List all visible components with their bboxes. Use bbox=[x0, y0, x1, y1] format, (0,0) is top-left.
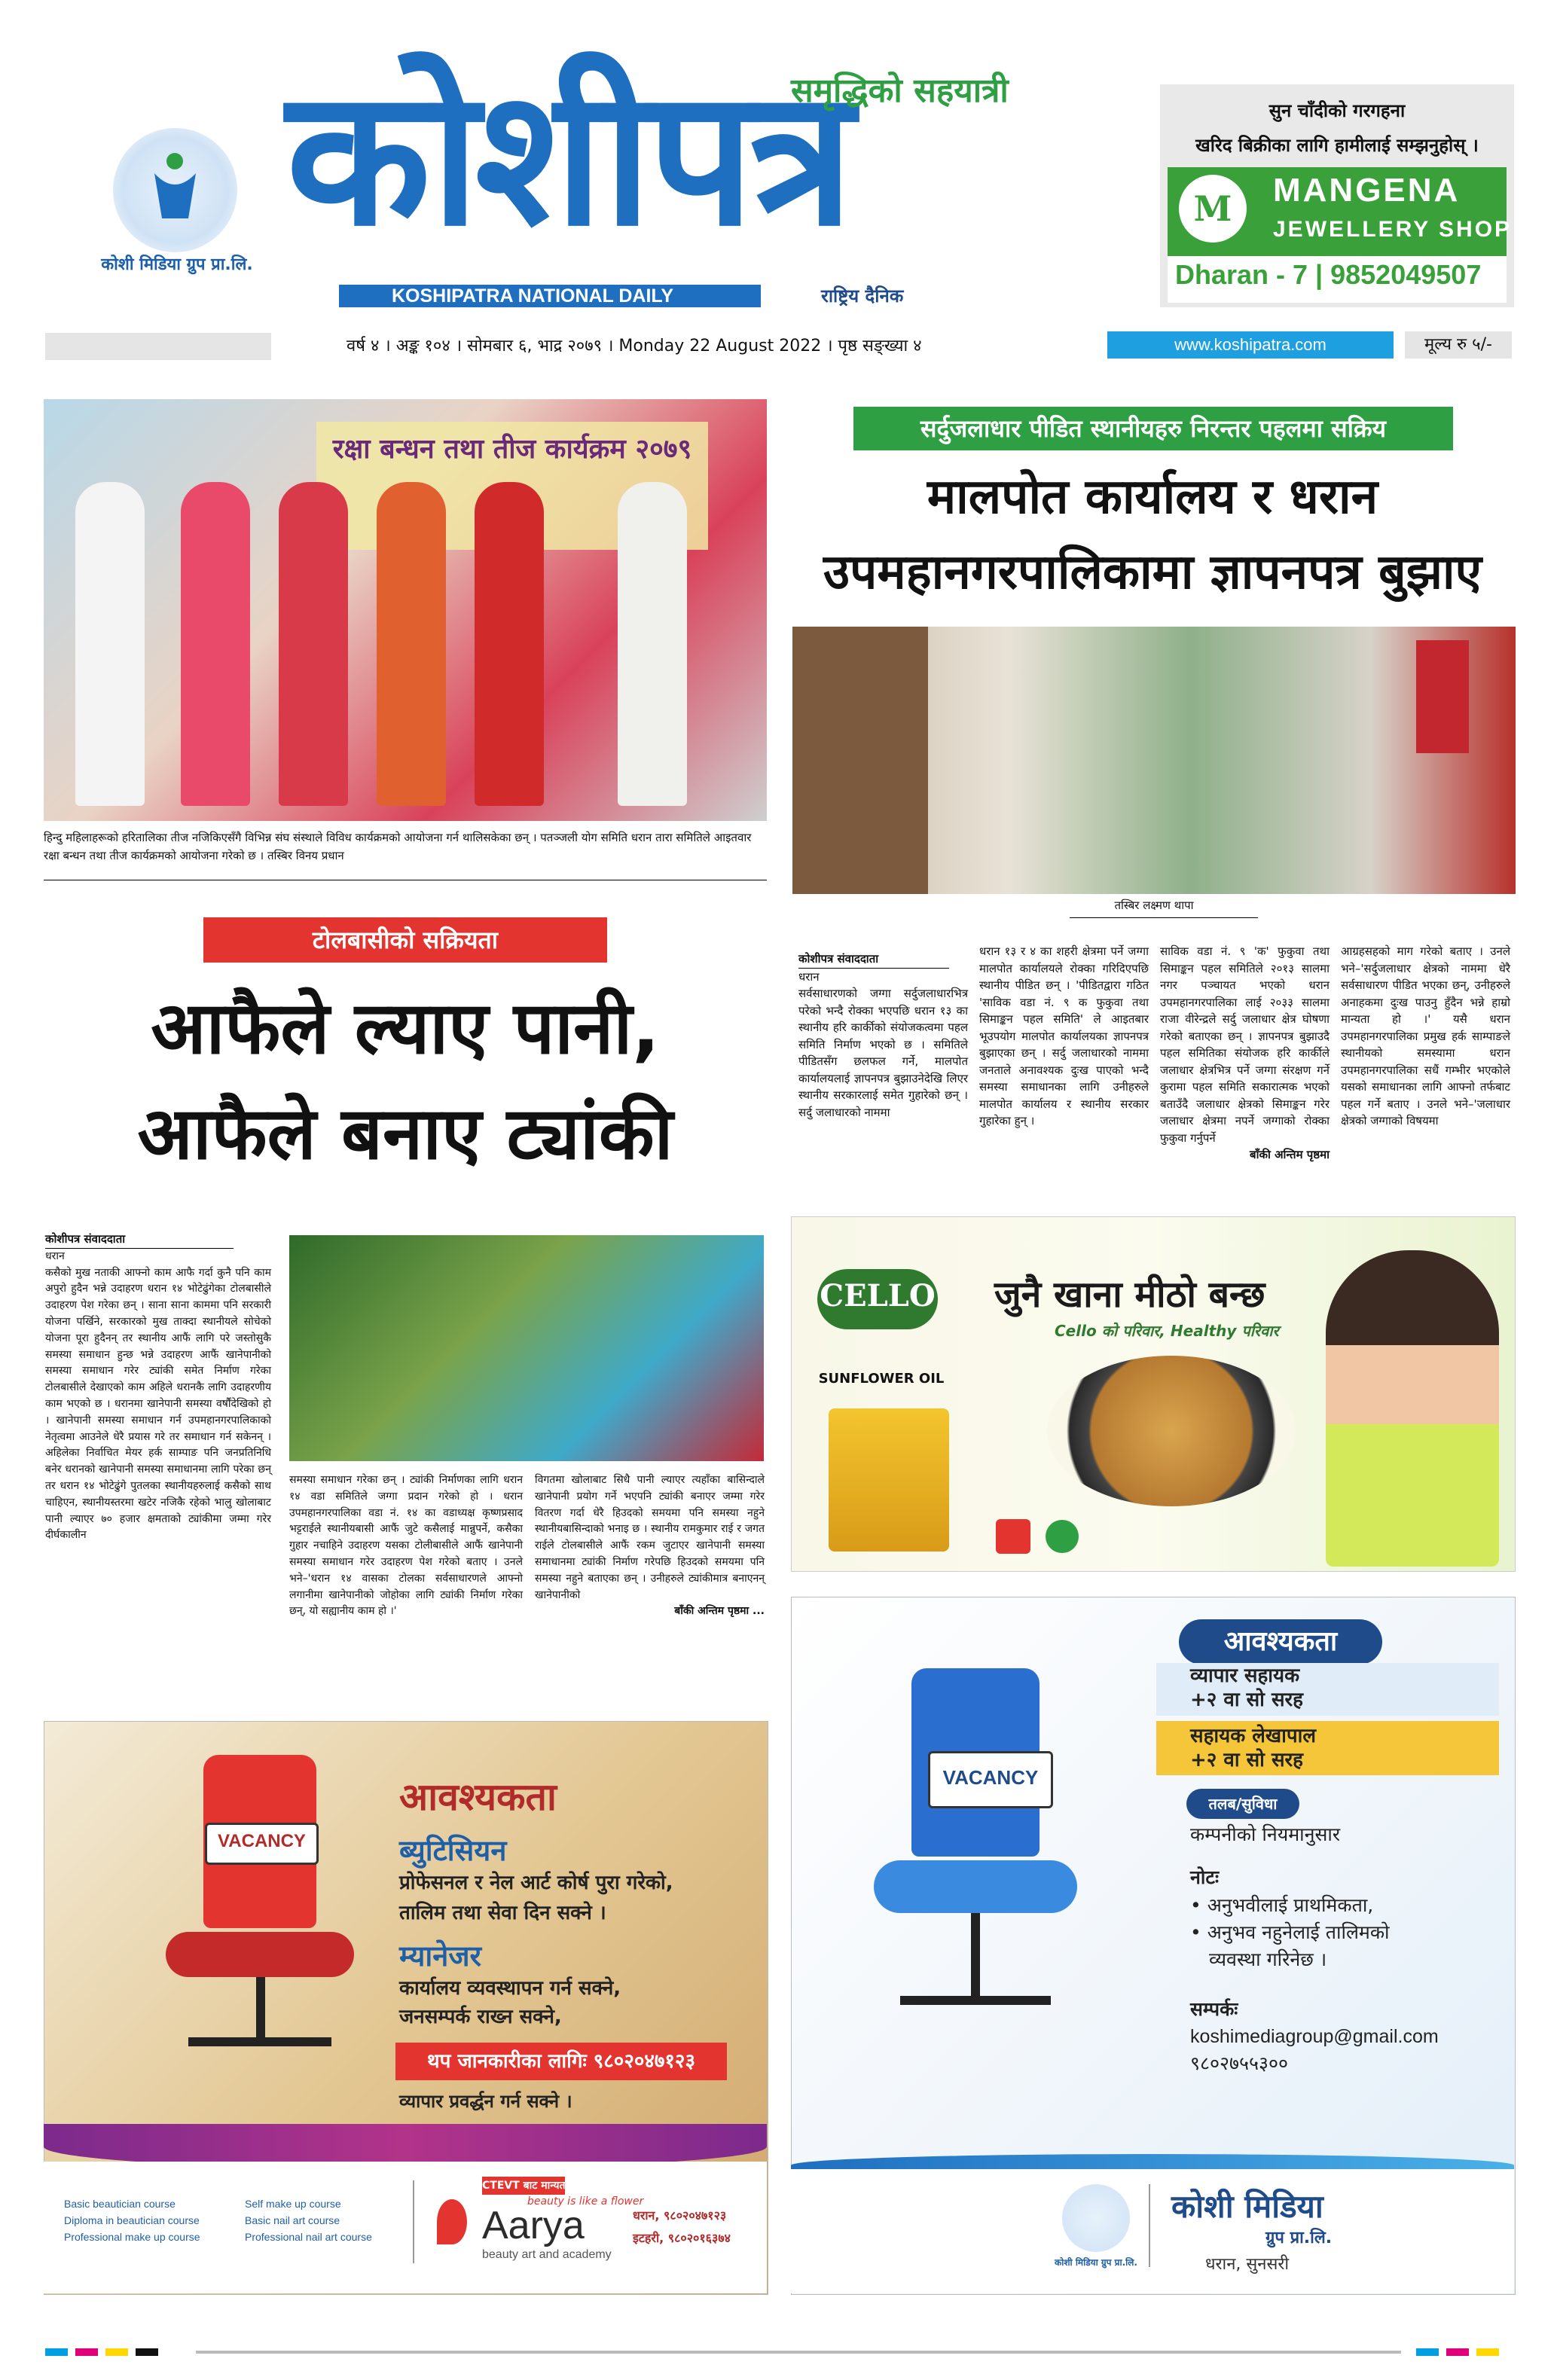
contact-phone: ९८०२७५५३०० bbox=[1190, 2052, 1289, 2074]
story1-col1-text: सर्वसाधारणको जग्गा सर्दुजलाधारभित्र परेको भन्दै रोक्का भएपछि धरान १३ का स्थानीय हरि कार्कीको संयोजकत्वमा पहल समिति निर्माण भएको छ । समितिले पीडितसँग छलफल गर्ने, मालपोत कार्यालयलाई ज्ञापनपत्र बुझाउनेदेखि लिएर स्थानीय सरकारलाई समेत गुहारेको छन् । सर्दु जलाधारको नाममा bbox=[798, 987, 968, 1119]
role-manager: म्यानेजर bbox=[399, 1939, 482, 1973]
company-name: कोशी मिडिया bbox=[1171, 2188, 1323, 2225]
jewellery-ad-line2: खरिद बिक्रीका लागि हामीलाई सम्झनुहोस् । bbox=[1195, 135, 1479, 156]
aarya-subtitle: beauty art and academy bbox=[482, 2248, 612, 2261]
role-beautician-desc-2: तालिम तथा सेवा दिन सक्ने । bbox=[399, 1902, 606, 1924]
mangena-shop: JEWELLERY SHOP bbox=[1273, 217, 1513, 242]
chair-base bbox=[188, 2037, 331, 2046]
vacancy-contact: थप जानकारीका लागिः ९८०२०४७१२३ bbox=[427, 2050, 695, 2073]
note-2: • अनुभव नहुनेलाई तालिमको bbox=[1190, 1921, 1390, 1943]
photo-person bbox=[279, 482, 348, 806]
ctevt-label: CTEVT बाट मान्यता प्राप्त bbox=[482, 2180, 590, 2192]
note-3: व्यवस्था गरिनेछ । bbox=[1209, 1948, 1327, 1970]
story1-column-4: आग्रहसहको माग गरेको बताए । उनले भने–'सर्दुजलाधार क्षेत्रको नाममा धेरै सर्वसाधारण पीडित भएका छन्, उनीहरुले अनाहकमा दुःख पाउनु हुँदैन भन्ने हाम्रो मान्यता हो ।' यसै धरान उपमहानगरपालिका प्रमुख हर्क साम्पाङले स्थानीयको समस्यामा धरान उपमहानगरपालिका सधैं गम्भीर भएकोले यसको समाधानका लागि आफ्नो तर्फबाट पहल गर्ने बताए । उनले भने–'जलाधार क्षेत्रको जग्गाको विषयमा bbox=[1341, 944, 1510, 1127]
story1-continued: बाँकी अन्तिम पृष्ठमा bbox=[1250, 1148, 1330, 1161]
photo2-caption: तस्बिर लक्ष्मण थापा bbox=[1114, 899, 1194, 912]
story1-column-3 bbox=[1160, 943, 1330, 1164]
story2-byline: कोशीपत्र संवाददाता bbox=[45, 1232, 126, 1246]
photo-person bbox=[377, 482, 446, 806]
dateline: वर्ष ४ । अङ्क १०४ । सोमबार ६, भाद्र २०७९ । Monday 22 August 2022 । पृष्ठ सङ्ख्या ४ bbox=[347, 337, 922, 355]
model-image bbox=[1326, 1250, 1499, 1567]
logo-caption: कोशी मिडिया ग्रुप प्रा.लि. bbox=[101, 255, 253, 274]
story2-headline-line2: आफैले बनाए ट्यांकी bbox=[137, 1091, 673, 1176]
tank-photo bbox=[289, 1235, 764, 1461]
chair-stem bbox=[971, 1913, 980, 1996]
vacancy2-title: आवश्यकता bbox=[1223, 1626, 1338, 1657]
story2-continued: बाँकी अन्तिम पृष्ठमा ... bbox=[674, 1605, 765, 1618]
story1-col3-text: साविक वडा नं. ९ 'क' फुकुवा तथा सिमाङ्कन पहल समितिले २०१३ सालमा नगर पञ्चायत भएको धरान उपमहानगरपालिका लाई २०३३ सालमा राजा वीरेन्द्रले सर्दु जलाधार क्षेत्र घोषणा गरेको बताएका छन् । ज्ञापनपत्र बुझाउदै पहल समितिका संयोजक हरि कार्कीले जलाधार क्षेत्रभित्र पर्ने जग्गा संरक्षण गर्ने कुरामा पहल समिति सकारात्मक भएको बताउँदै जलाधार क्षेत्रको सिमाङ्कन गरेर जलाधार क्षेत्रमा नपर्ने जग्गाको रोक्का फुकुवा गर्नुपर्ने bbox=[1160, 944, 1330, 1145]
story2-column-1 bbox=[45, 1231, 271, 1544]
role-beautician-desc-1: प्रोफेसनल र नेल आर्ट कोर्ष पुरा गरेको, bbox=[399, 1872, 673, 1894]
aarya-branch-1: धरान, ९८०२०४७१२३ bbox=[633, 2208, 727, 2223]
mangena-name: MANGENA bbox=[1273, 172, 1461, 209]
cello-headline: जुनै खाना मीठो बन्छ bbox=[994, 1274, 1265, 1316]
story1-column-2: धरान १३ र ४ का शहरी क्षेत्रमा पर्ने जग्गा मालपोत कार्यालयले रोक्का गरिदिएपछि स्थानीय पीडित छन् । 'पीडितद्वारा गठित 'साविक वडा नं. ९ क फुकुवा तथा सिमाङ्कन पहल समिति' ले आइतबार भूउपयोग मालपोत कार्यालयका ज्ञापनपत्र बुझाएका छन् । सर्दु जलाधारको नाममा जनताले अनावश्यक दुःख पाएको भन्दै समस्या समाधानका लागि उनीहरुले मालपोत कार्यालय र स्थानीय सरकार गुहारेका हुन् । bbox=[979, 944, 1149, 1127]
story2-place: धरान bbox=[45, 1250, 65, 1262]
course-item: Self make up course bbox=[245, 2198, 341, 2210]
koshi-media-logo bbox=[1062, 2184, 1130, 2252]
vacancy-tag: VACANCY bbox=[928, 1751, 1053, 1808]
photo1-caption: हिन्दु महिलाहरूको हरितालिका तीज नजिकिएसँगै विभिन्न संघ संस्थाले विविध कार्यक्रमको आयोजना गर्न थालिसकेका छन् । पतञ्जली योग समिति धरान तारा समितिले आइतवार रक्षा बन्धन तथा तीज कार्यक्रमको आयोजना गरेको छ । तस्बिर विनय प्रधान bbox=[44, 831, 752, 862]
masthead-daily-label: राष्ट्रिय दैनिक bbox=[821, 285, 904, 307]
koshi-media-logo-caption: कोशी मिडिया ग्रुप प्रा.लि. bbox=[1055, 2257, 1137, 2268]
chair-seat bbox=[874, 1860, 1077, 1913]
role-business-assistant-req: +२ वा सो सरह bbox=[1190, 1689, 1303, 1711]
story2-column-3 bbox=[535, 1472, 765, 1620]
role-manager-desc-3: व्यापार प्रवर्द्धन गर्न सक्ने । bbox=[399, 2091, 572, 2112]
story1-place: धरान bbox=[798, 969, 820, 984]
role-manager-desc-1: कार्यालय व्यवस्थापन गर्न सक्ने, bbox=[399, 1977, 621, 2000]
salary-value: कम्पनीको नियमानुसार bbox=[1190, 1823, 1341, 1845]
story1-headline-line2: उपमहानगरपालिकामा ज्ञापनपत्र बुझाए bbox=[823, 545, 1482, 600]
story2-col3-text: विगतमा खोलाबाट सिधै पानी ल्याएर त्यहाँका बासिन्दाले खानेपानी प्रयोग गर्ने भएपनि ट्यांकी बनाएर जम्मा गरेर वितरण गर्दा धेरै हिउदको समयमा पनि समस्या नहुने स्थानीयबासिन्दाको भनाइ छ । स्थानीय रामकुमार राई र जगत राईले टोलबासीले आफैं रकम जुटाएर खानेपानी समस्या समाधानमा ट्यांकी निर्माण गरेपछि हिउदको समयमा पनि समस्या नहुने बताएका छन् । उनीहरुले ट्यांकीमात्र बनाएनन् खानेपानीको bbox=[535, 1474, 765, 1601]
course-item: Professional nail art course bbox=[245, 2231, 372, 2243]
cello-brand: CELLO bbox=[820, 1278, 936, 1314]
oil-bottle bbox=[829, 1408, 949, 1552]
dateline-left-bar bbox=[45, 333, 271, 360]
story2-headline-line1: आफैले ल्याए पानी, bbox=[151, 986, 660, 1070]
photo-person bbox=[181, 482, 250, 806]
aarya-tagline: beauty is like a flower bbox=[527, 2195, 644, 2208]
cello-product: SUNFLOWER OIL bbox=[818, 1371, 945, 1387]
story1-kicker: सर्दुजलाधार पीडित स्थानीयहरु निरन्तर पहलमा सक्रिय bbox=[920, 414, 1387, 443]
note-label: नोटः bbox=[1190, 1866, 1220, 1888]
contact-label: सम्पर्कः bbox=[1190, 1998, 1238, 2020]
jewellery-ad-line1: सुन चाँदीको गरगहना bbox=[1268, 100, 1406, 121]
role-beautician: ब्युटिसियन bbox=[399, 1834, 507, 1867]
story2-column-2: समस्या समाधान गरेका छन् । ट्यांकी निर्माणका लागि धरान १४ वडा समितिले जग्गा प्रदान गरेको हो । धरान उपमहानगरपालिका वडा नं. १४ का वडाध्यक्ष कृष्णप्रसाद भट्टराईले स्थानीयबासी आफैं जुटे कसैलाई मान्नुपर्ने, कसैका गुहार नचाहिने उदाहरण यसका टोलीबासीले आफैं खानेपानी समस्या समाधान गरेर उदाहरण पेश गरेको बताए । उनले भने–'धरान १४ वासका टोलका सर्वसाधारणले आफ्नो लगानीमा खानेपानीको जोहोका लागि ट्यांकी निर्माण गरेका छन्, यो सह्यानीय काम हो ।' bbox=[289, 1474, 523, 1618]
website-link[interactable]: www.koshipatra.com bbox=[1174, 335, 1327, 354]
mangena-logo-letter: M bbox=[1193, 188, 1232, 229]
course-item: Basic nail art course bbox=[245, 2214, 340, 2226]
cello-tagline: Cello को परिवार, Healthy परिवार bbox=[1055, 1322, 1279, 1340]
vacancy-tag: VACANCY bbox=[205, 1823, 319, 1865]
mangena-address: Dharan - 7 | 9852049507 bbox=[1175, 259, 1482, 290]
divider bbox=[1149, 2184, 1150, 2267]
masthead-slogan: समृद्धिको सहयात्री bbox=[791, 72, 1009, 110]
aarya-brand: Aarya bbox=[482, 2204, 585, 2247]
photo-person bbox=[75, 482, 145, 806]
salary-label: तलब/सुविधा bbox=[1208, 1795, 1278, 1813]
caption-underline bbox=[1070, 917, 1258, 918]
company-sub: ग्रुप प्रा.लि. bbox=[1265, 2229, 1333, 2247]
story2-col1-text: कसैको मुख नताकी आफ्नो काम आफै गर्दा कुनै पनि काम अपुरो हुदैन भन्ने उदाहरण धरान १४ भोटेढुंगेका टोलबासीले उदाहरण पेश गरेका छन् । साना साना काममा पनि सरकारी योजना पर्खिने, सरकारको मुख ताक्दा स्थानीयले सोचेको योजना पूरा हुदैनन् तर स्थानीय आफैं लागि परे जस्तोसुकै समस्या समाधान हुन्छ भन्ने उदाहरण आफैं खानेपानीको समस्या समाधान गरेर ट्यांकी समेत निर्माण गरेका टोलबासीले देखाएको काम अहिले धरानकै लागि उदाहरणीय काम भएको छ । धरानमा खानेपानी समस्या वर्षौंदेखिको हो । खानेपानी समस्या समाधान गर्न उपमहानगरपालिकाको नेतृत्वमा आउनेले धेरै प्रयास गरे तर समाधान गर्न सकेनन् । अहिलेका निर्वाचित मेयर हर्क साम्पाङ पनि जनप्रतिनिधि बनेर धरानको खानेपानी समस्या समाधानमा लागि परेका छन् तर धरान १४ भोटेढुंगे पुतलका स्थानीयहरुलाई कसैको साथ चाहिएन, स्थानीयस्तरमा खटेर नजिकै रहेको भालु खोलाबाट पानी ल्याएर ७० हजार क्षमताको ट्यांकीमा जम्मा गरेर दीर्घकालीन bbox=[45, 1266, 271, 1542]
photo-person bbox=[618, 482, 687, 806]
courses-right bbox=[245, 2195, 372, 2245]
chair-stem bbox=[256, 1977, 265, 2037]
story1-byline: कोशीपत्र संवाददाता bbox=[798, 952, 879, 966]
chair-seat bbox=[166, 1932, 354, 1977]
course-item: Diploma in beautician course bbox=[64, 2214, 200, 2226]
ad-footer bbox=[791, 2169, 1514, 2293]
note-1: • अनुभवीलाई प्राथमिकता, bbox=[1190, 1894, 1374, 1916]
food-plate bbox=[1047, 1356, 1296, 1506]
masthead-title: कोशीपत्र bbox=[286, 48, 850, 267]
course-item: Basic beautician course bbox=[64, 2198, 176, 2210]
chair-base bbox=[900, 1996, 1051, 2005]
courses-left bbox=[64, 2195, 200, 2245]
story1-headline-line1: मालपोत कार्यालय र धरान bbox=[927, 469, 1378, 525]
course-item: Professional make up course bbox=[64, 2231, 200, 2243]
role-assistant-accountant-req: +२ वा सो सरह bbox=[1190, 1749, 1303, 1771]
printer-color-strip bbox=[45, 2348, 1514, 2356]
role-manager-desc-2: जनसम्पर्क राख्न सक्ने, bbox=[399, 2006, 562, 2028]
cello-badge-icons bbox=[994, 1518, 1085, 1555]
contact-email[interactable]: koshimediagroup@gmail.com bbox=[1190, 2026, 1439, 2047]
photo-person bbox=[475, 482, 544, 806]
story2-kicker: टोलबासीको सक्रियता bbox=[312, 926, 499, 954]
company-place: धरान, सुनसरी bbox=[1205, 2255, 1290, 2274]
divider bbox=[413, 2180, 414, 2263]
event-banner-text: रक्षा बन्धन तथा तीज कार्यक्रम २०७९ bbox=[332, 434, 692, 465]
nepal-flag bbox=[1416, 640, 1469, 753]
photo-door bbox=[792, 627, 928, 894]
koshi-media-figure-icon bbox=[147, 151, 203, 222]
aarya-branch-2: इटहरी, ९८०२०१६३७४ bbox=[633, 2231, 731, 2245]
role-business-assistant: व्यापार सहायक bbox=[1190, 1664, 1300, 1687]
story1-column-1 bbox=[798, 950, 968, 1121]
aarya-flame-icon bbox=[437, 2199, 467, 2244]
price: मूल्य रु ५/- bbox=[1424, 335, 1492, 354]
masthead-english-name: KOSHIPATRA NATIONAL DAILY bbox=[392, 285, 674, 307]
vacancy-title: आवश्यकता bbox=[399, 1775, 557, 1819]
role-assistant-accountant: सहायक लेखापाल bbox=[1190, 1725, 1316, 1747]
